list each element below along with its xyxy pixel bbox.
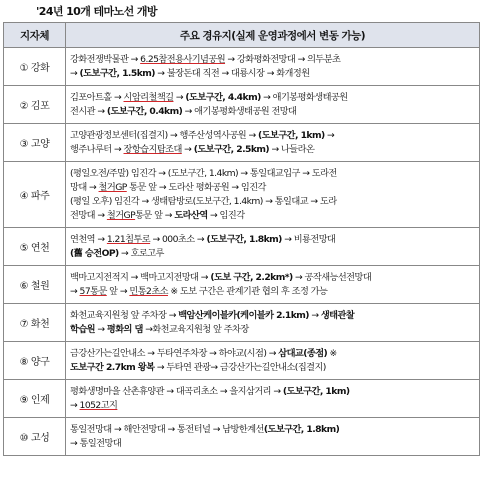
- route-line: [70, 399, 475, 413]
- route-line: [70, 53, 475, 67]
- route-line: [70, 385, 475, 399]
- region-cell: ① 강화: [4, 48, 66, 86]
- route-text: → 통일전망대: [70, 437, 122, 449]
- table-body: [4, 48, 480, 456]
- route-text: 강화전쟁박물관 →: [70, 53, 141, 65]
- route-line: [70, 105, 475, 119]
- route-line: [70, 143, 475, 157]
- highlight-stop-text: 57통문: [79, 285, 107, 297]
- route-text: 고양관광정보센터(집결지) → 행주산성역사공원 →: [70, 129, 259, 141]
- route-line: [70, 437, 475, 451]
- route-text: 화천교육지원청 앞 주차장 →: [70, 309, 179, 321]
- highlight-stop-text: 장항습지탐조대: [123, 143, 182, 155]
- walking-section-text: 평화의 댐: [106, 323, 143, 335]
- route-cell: [66, 162, 480, 228]
- route-line: [70, 323, 475, 337]
- route-text: 전망대 →: [70, 209, 107, 221]
- header-route: 주요 경유지(실제 운영과정에서 변동 가능): [66, 23, 480, 48]
- route-text: ※: [327, 347, 337, 359]
- route-text: →: [70, 399, 80, 411]
- route-text: 망대 →: [70, 181, 99, 193]
- highlight-stop-text: 철거GP: [98, 181, 127, 193]
- route-line: [70, 209, 475, 223]
- route-cell: [66, 266, 480, 304]
- walking-section-text: (도보구간, 1km): [258, 129, 325, 141]
- route-text: → 공작새능선전망대: [292, 271, 372, 283]
- table-row: [4, 380, 480, 418]
- header-region: 지자체: [4, 23, 66, 48]
- route-text: 금강산가는길안내소 → 두타연주차장 → 하야교(시점) →: [70, 347, 279, 359]
- route-cell: [66, 48, 480, 86]
- route-text: 백마고지전적지 → 백마고지전망대 →: [70, 271, 211, 283]
- highlight-stop-text: 철거GP: [106, 209, 136, 221]
- route-text: → 애기봉평화생태공원 전망대: [182, 105, 297, 117]
- walking-section-text: (도보구간, 1km): [282, 385, 350, 397]
- route-text: →: [70, 285, 80, 297]
- route-line: [70, 195, 475, 209]
- walking-section-text: (도보구간, 0.4km): [106, 105, 183, 117]
- route-text: (평일 오후) 임진각 → 생태탐방로(도보구간, 1.4km) → 통일대교 → 도라: [70, 195, 337, 207]
- route-text: 행주나루터 →: [70, 143, 124, 155]
- walking-section-text: (도보구간, 1.5km): [79, 67, 155, 79]
- table-row: [4, 86, 480, 124]
- route-line: [70, 423, 475, 437]
- route-text: → 두타연 관광→ 금강산가는길안내소(집결지): [154, 361, 326, 373]
- route-line: [70, 91, 475, 105]
- walking-section-text: (도보구간, 1.8km): [206, 233, 282, 245]
- route-line: [70, 285, 475, 299]
- highlight-stop-text: 시암리철책길: [123, 91, 174, 103]
- route-line: [70, 309, 475, 323]
- table-row: [4, 266, 480, 304]
- walking-section-text: (도보 구간, 2.2km*): [210, 271, 293, 283]
- route-line: [70, 67, 475, 81]
- route-line: [70, 233, 475, 247]
- walking-section-text: 백암산케이블카(케이블카 2.1km): [178, 309, 309, 321]
- region-cell: ⑩ 고성: [4, 418, 66, 456]
- route-line: [70, 247, 475, 261]
- table-row: [4, 124, 480, 162]
- route-text: 앞 →: [106, 285, 130, 297]
- region-cell: ⑤ 연천: [4, 228, 66, 266]
- route-text: 통문 앞 → 도라산 평화공원 → 임진각: [126, 181, 266, 193]
- table-header-row: [4, 23, 480, 48]
- route-cell: [66, 304, 480, 342]
- route-text: → 비룡전망대: [281, 233, 336, 245]
- route-line: [70, 271, 475, 285]
- region-cell: ⑥ 철원: [4, 266, 66, 304]
- walking-section-text: 도보구간 2.7km 왕복: [70, 361, 155, 373]
- region-cell: ③ 고양: [4, 124, 66, 162]
- route-text: → 나들라온: [269, 143, 315, 155]
- region-cell: ② 김포: [4, 86, 66, 124]
- route-text: →: [308, 309, 321, 321]
- route-text: →화천교육지원청 앞 주차장: [142, 323, 249, 335]
- route-text: → 애기봉평화생태공원: [260, 91, 348, 103]
- walking-section-text: 생태관찰: [320, 309, 355, 321]
- highlight-stop-text: 1052고지: [79, 399, 118, 411]
- table-row: [4, 162, 480, 228]
- table-row: [4, 48, 480, 86]
- highlight-stop-text: 민통2초소: [129, 285, 168, 297]
- route-cell: [66, 380, 480, 418]
- route-cell: [66, 228, 480, 266]
- walking-section-text: 삼대교(종점): [278, 347, 328, 359]
- table-row: [4, 304, 480, 342]
- region-cell: ⑦ 화천: [4, 304, 66, 342]
- walking-section-text: 학습원: [70, 323, 95, 335]
- route-cell: [66, 418, 480, 456]
- page-title: '24년 10개 테마노선 개방: [36, 5, 157, 18]
- theme-route-table: [3, 22, 480, 456]
- highlight-stop-text: 1.21침투로: [106, 233, 151, 245]
- route-line: [70, 129, 475, 143]
- walking-section-text: (舊 승전OP): [70, 247, 119, 259]
- route-text: 연천역 →: [70, 233, 107, 245]
- table-row: [4, 418, 480, 456]
- route-text: 전시관 →: [70, 105, 107, 117]
- route-line: [70, 347, 475, 361]
- route-text: 통문 앞 →: [135, 209, 175, 221]
- route-text: 김포아트홀 →: [70, 91, 124, 103]
- route-line: [70, 167, 475, 181]
- route-text: →: [181, 143, 194, 155]
- route-text: → 호로고루: [118, 247, 164, 259]
- route-line: [70, 361, 475, 375]
- route-cell: [66, 86, 480, 124]
- region-cell: ⑨ 인제: [4, 380, 66, 418]
- walking-section-text: (도보구간, 2.5km): [193, 143, 270, 155]
- route-text: → 000초소 →: [150, 233, 207, 245]
- region-cell: ④ 파주: [4, 162, 66, 228]
- route-text: → 임진각: [207, 209, 245, 221]
- route-text: →: [173, 91, 186, 103]
- route-text: →: [324, 129, 335, 141]
- table-row: [4, 342, 480, 380]
- route-cell: [66, 124, 480, 162]
- route-line: [70, 181, 475, 195]
- walking-section-text: (도보구간, 1.8km): [263, 423, 340, 435]
- route-text: ※ 도보 구간은 관계기관 협의 후 조정 가능: [167, 285, 328, 297]
- route-text: →: [94, 323, 107, 335]
- route-text: →: [70, 67, 80, 79]
- route-cell: [66, 342, 480, 380]
- walking-section-text: (도보구간, 4.4km): [185, 91, 261, 103]
- region-cell: ⑧ 양구: [4, 342, 66, 380]
- highlight-stop-text: 6.25참전용사기념공원: [140, 53, 226, 65]
- table-row: [4, 228, 480, 266]
- route-text: 평화생명마을 산촌휴양관 → 대곡리초소 → 을지삼거리 →: [70, 385, 283, 397]
- route-text: (평일오전/주말) 임진각 → (도보구간, 1.4km) → 통일대교입구 → 도라전: [70, 167, 337, 179]
- route-text: → 불장돈대 직전 → 대룡시장 → 화개정원: [154, 67, 310, 79]
- route-text: → 강화평화전망대 → 의두분초: [225, 53, 341, 65]
- walking-section-text: 도라산역: [174, 209, 208, 221]
- route-text: 통일전망대 → 해안전망대 → 통전터널 → 남방한계선: [70, 423, 264, 435]
